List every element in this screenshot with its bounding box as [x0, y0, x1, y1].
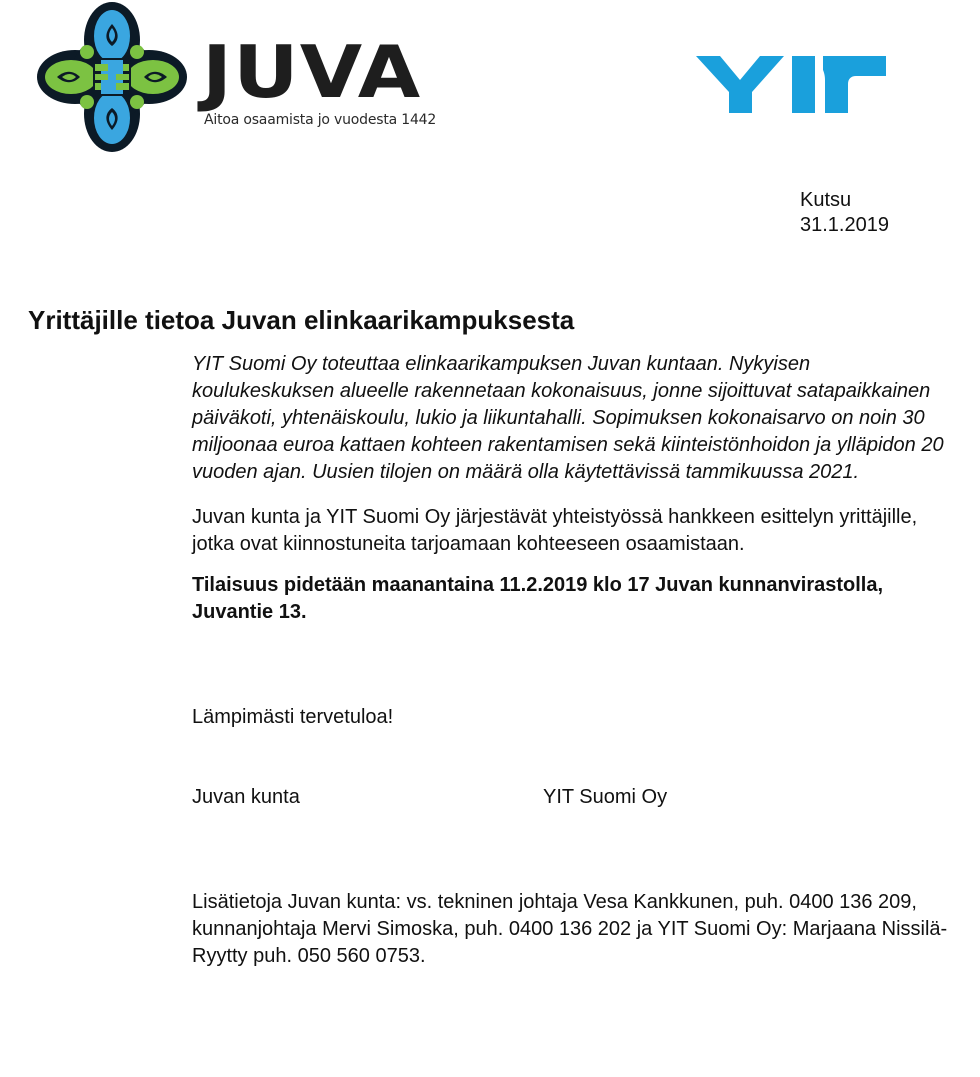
juva-celtic-knot-emblem: [37, 2, 187, 152]
yit-letter-y: [696, 56, 784, 113]
yit-letter-i: [792, 56, 815, 113]
juva-logo: [37, 2, 447, 152]
document-type-label: Kutsu: [800, 189, 852, 211]
more-info-contacts: Lisätietoja Juvan kunta: vs. tekninen johtaja Vesa Kankkunen, puh. 0400 136 209, kunnanjohtaja Mervi Simoska, puh. 0400 136 202 ja YIT Suomi Oy: Marjaana Nissilä-Ryytty puh. 050 560 0753.: [192, 891, 948, 967]
paragraph-organize: Juvan kunta ja YIT Suomi Oy järjestävät yhteistyössä hankkeen esittelyn yrittäjille, jotka ovat kiinnostuneita tarjoamaan kohteeseen osaamistaan.: [192, 506, 918, 555]
document-meta: [800, 188, 889, 238]
document-title: Yrittäjille tietoa Juvan elinkaarikampuksesta: [28, 305, 575, 335]
juva-wordmark: JUVA: [202, 30, 422, 114]
emblem-center-weave: [93, 58, 131, 96]
yit-letter-t: [823, 56, 886, 113]
yit-logo: [696, 56, 886, 113]
juva-tagline: Aitoa osaamista jo vuodesta 1442: [204, 112, 437, 128]
document-body: [192, 351, 952, 626]
paragraph-event-details: Tilaisuus pidetään maanantaina 11.2.2019 klo 17 Juvan kunnanvirastolla, Juvantie 13.: [192, 574, 884, 623]
document-date: 31.1.2019: [800, 214, 889, 236]
signatory-yit-suomi: YIT Suomi Oy: [543, 786, 668, 808]
paragraph-intro: YIT Suomi Oy toteuttaa elinkaarikampuksen Juvan kuntaan. Nykyisen koulukeskuksen alueelle rakennetaan kokonaisuus, jonne sijoittuvat satapaikkainen päiväkoti, yhtenäiskoulu, lukio ja liikuntahalli. Sopimuksen kokonaisarvo on noin 30 miljoonaa euroa kattaen kohteen rakentamisen sekä kiinteistönhoidon ja ylläpidon 20 vuoden ajan. Uusien tilojen on määrä olla käytettävissä tammikuussa 2021.: [192, 353, 944, 483]
signatory-juvan-kunta: Juvan kunta: [192, 786, 300, 808]
greeting: Lämpimästi tervetuloa!: [192, 706, 394, 728]
